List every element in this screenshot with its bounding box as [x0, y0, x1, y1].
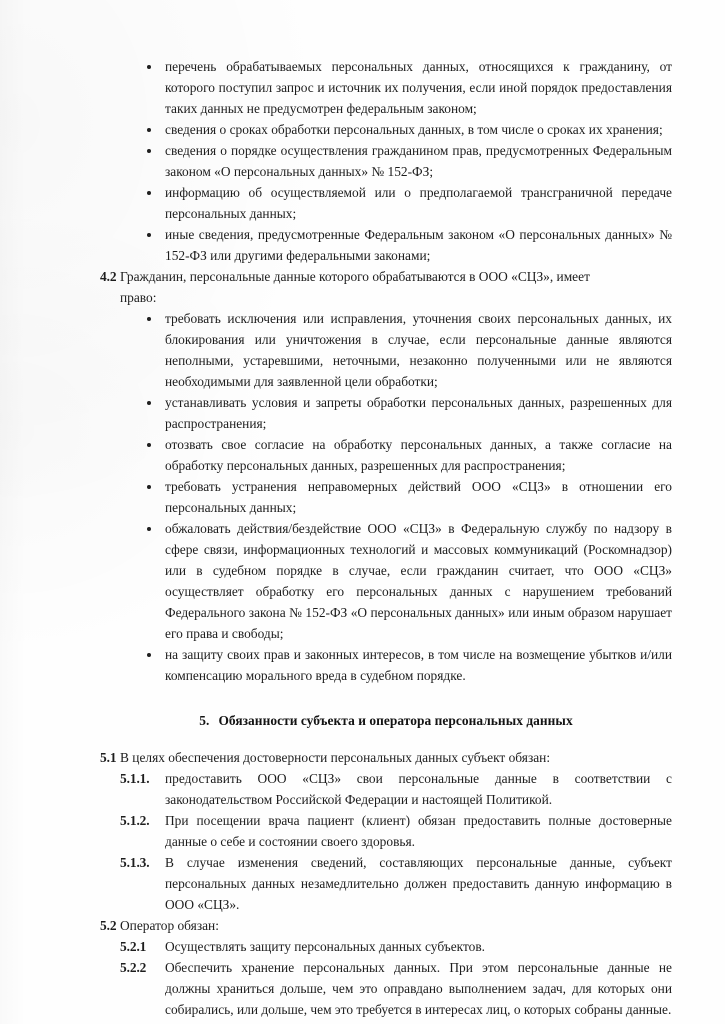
list-item: требовать исключения или исправления, уточнения своих персональных данных, их блокирования или уничтожения в случае, если персональные данные являются неполными, устаревшими, неточными, незаконно полученными или не являются необходимыми для заявленной цели обработки;: [100, 308, 672, 392]
subclause-item: [100, 936, 672, 957]
subclause-number: 5.2.2: [120, 960, 147, 975]
subclause-text: Осуществлять защиту персональных данных субъектов.: [165, 939, 486, 954]
subclause-item: [100, 810, 672, 852]
page-content: [100, 56, 672, 1020]
clause-text: В целях обеспечения достоверности персональных данных субъект обязан:: [120, 750, 551, 765]
clause-text-continued: право:: [120, 290, 157, 305]
section-number: 5.: [199, 713, 210, 728]
list-item: обжаловать действия/бездействие ООО «СЦЗ» в Федеральную службу по надзору в сфере связи, информационных технологий и массовых коммуникаций (Роскомнадзор) или в судебном порядке в случае, если гражданин считает, что ООО «СЦЗ» осуществляет обработку его персональных данных с нарушением требований Федерального закона № 152-ФЗ «О персональных данных» или иным образом нарушает его права и свободы;: [100, 518, 672, 644]
list-item: отозвать свое согласие на обработку персональных данных, а также согласие на обработку персональных данных, разрешенных для распространения;: [100, 434, 672, 476]
clause-text: Оператор обязан:: [120, 918, 219, 933]
subclause-text: При посещении врача пациент (клиент) обязан предоставить полные достоверные данные о себе и состоянии своего здоровья.: [165, 813, 672, 849]
subclause-text: В случае изменения сведений, составляющих персональные данные, субъект персональных данных незамедлительно должен предоставить данную информацию в ООО «СЦЗ».: [165, 855, 672, 912]
subclause-list-5-2: [100, 936, 672, 1020]
list-item: иные сведения, предусмотренные Федеральным законом «О персональных данных» № 152-ФЗ или другими федеральными законами;: [100, 224, 672, 266]
subclause-text: предоставить ООО «СЦЗ» свои персональные данные в соответствии с законодательством Российской Федерации и настоящей Политикой.: [165, 771, 672, 807]
list-item: требовать устранения неправомерных действий ООО «СЦЗ» в отношении его персональных данных;: [100, 476, 672, 518]
clause-number: 5.2: [100, 918, 117, 933]
clause-4-2-lead: [100, 266, 672, 287]
clause-5-2: [100, 915, 672, 936]
section-heading-5: [100, 710, 672, 731]
bullet-list-4-2: [100, 308, 672, 686]
subclause-text: Обеспечить хранение персональных данных. При этом персональные данные не должны храниться дольше, чем это оправдано выполнением задач, для которых они собирались, или дольше, чем это требуется в интересах лиц, о которых собраны данные.: [165, 960, 672, 1017]
spacer: [100, 686, 672, 710]
subclause-item: [100, 957, 672, 1020]
spacer: [100, 731, 672, 747]
subclause-item: [100, 768, 672, 810]
subclause-list-5-1: [100, 768, 672, 915]
clause-number: 5.1: [100, 750, 117, 765]
list-item: перечень обрабатываемых персональных данных, относящихся к гражданину, от которого поступил запрос и источник их получения, если иной порядок предоставления таких данных не предусмотрен федеральным законом;: [100, 56, 672, 119]
subclause-number: 5.2.1: [120, 939, 147, 954]
list-item: информацию об осуществляемой или о предполагаемой трансграничной передаче персональных данных;: [100, 182, 672, 224]
subclause-number: 5.1.1.: [120, 771, 150, 786]
bullet-list-4-1-continued: [100, 56, 672, 266]
clause-4-2-lead-continuation: [100, 287, 672, 308]
clause-number: 4.2: [100, 269, 117, 284]
list-item: устанавливать условия и запреты обработки персональных данных, разрешенных для распространения;: [100, 392, 672, 434]
list-item: сведения о сроках обработки персональных данных, в том числе о сроках их хранения;: [100, 119, 672, 140]
list-item: на защиту своих прав и законных интересов, в том числе на возмещение убытков и/или компенсацию морального вреда в судебном порядке.: [100, 644, 672, 686]
subclause-number: 5.1.2.: [120, 813, 150, 828]
section-title: Обязанности субъекта и оператора персональных данных: [218, 713, 573, 728]
subclause-number: 5.1.3.: [120, 855, 150, 870]
clause-text: Гражданин, персональные данные которого обрабатываются в ООО «СЦЗ», имеет: [120, 269, 590, 284]
clause-5-1: [100, 747, 672, 768]
list-item: сведения о порядке осуществления гражданином прав, предусмотренных Федеральным законом «О персональных данных» № 152-ФЗ;: [100, 140, 672, 182]
subclause-item: [100, 852, 672, 915]
